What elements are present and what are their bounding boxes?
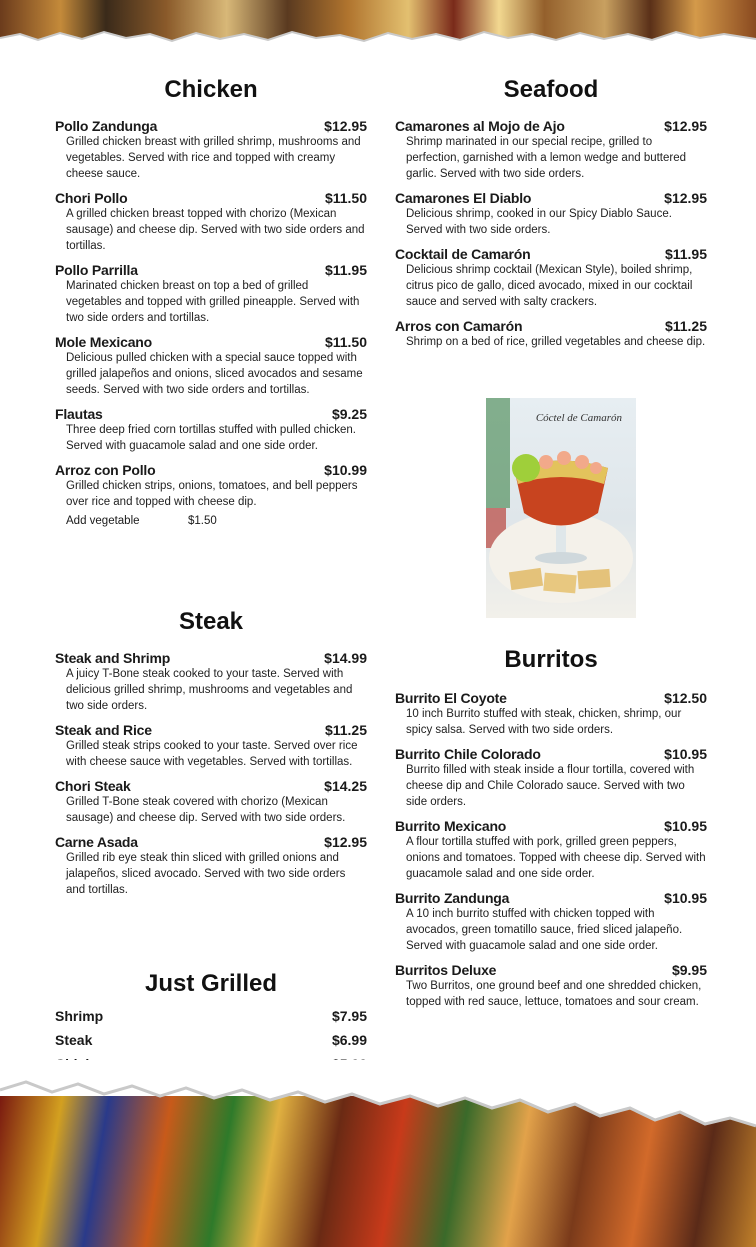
item-description: A grilled chicken breast topped with chorizo (Mexican sausage) and cheese dip. Served with two side orders and tortillas.	[66, 208, 365, 252]
item-description: Marinated chicken breast on top a bed of grilled vegetables and topped with grilled pineapple. Served with two side orders and tortillas.	[66, 280, 360, 324]
item-description: Burrito filled with steak inside a flour tortilla, covered with cheese dip and Chile Colorado sauce. Served with two side orders.	[406, 764, 695, 808]
bottom-torn-paper-edge	[0, 1060, 756, 1130]
item-name: Chori Steak	[55, 778, 131, 794]
item-price: $9.95	[671, 962, 707, 978]
menu-item	[55, 190, 367, 254]
item-description: Shrimp on a bed of rice, grilled vegetables and cheese dip.	[406, 336, 706, 348]
menu-item	[395, 690, 707, 738]
item-name: Burrito Mexicano	[395, 818, 507, 834]
menu-item	[55, 118, 367, 182]
item-name: Chori Pollo	[55, 190, 128, 206]
just-grilled-title: Just Grilled	[144, 970, 278, 997]
cocktail-illustration	[486, 398, 636, 618]
menu-item	[55, 650, 367, 714]
item-name: Flautas	[55, 406, 103, 422]
item-name: Burrito Chile Colorado	[395, 746, 541, 762]
item-description: Grilled rib eye steak thin sliced with grilled onions and jalapeños, sliced avocado. Served with two side orders and tortillas.	[66, 852, 346, 896]
item-name: Carne Asada	[55, 834, 138, 850]
menu-item	[395, 190, 707, 238]
burritos-title: Burritos	[504, 646, 598, 673]
item-price: $10.99	[324, 462, 367, 478]
item-price: $11.95	[324, 262, 367, 278]
item-name: Pollo Zandunga	[55, 118, 158, 134]
item-price: $11.25	[324, 722, 367, 738]
bottom-food-banner	[0, 1060, 756, 1247]
item-price: $12.50	[664, 690, 707, 706]
item-description: Grilled T-Bone steak covered with chorizo (Mexican sausage) and cheese dip. Served with two side orders.	[66, 796, 346, 824]
addon-row	[55, 515, 367, 527]
menu-item	[55, 334, 367, 398]
item-name: Cocktail de Camarón	[395, 246, 531, 262]
menu-item	[55, 722, 367, 770]
grilled-item	[55, 1032, 367, 1048]
item-price: $11.95	[664, 246, 707, 262]
item-price: $10.95	[664, 890, 707, 906]
item-description: Grilled chicken breast with grilled shrimp, mushrooms and vegetables. Served with rice and topped with creamy cheese sauce.	[66, 136, 361, 180]
item-name: Burrito Zandunga	[395, 890, 510, 906]
item-name: Burrito El Coyote	[395, 690, 507, 706]
menu-item	[395, 118, 707, 182]
item-price: $12.95	[324, 834, 367, 850]
grilled-item	[55, 1008, 367, 1024]
menu-item	[395, 246, 707, 310]
item-description: Delicious shrimp, cooked in our Spicy Diablo Sauce. Served with two side orders.	[406, 208, 672, 236]
item-price: $11.50	[324, 334, 367, 350]
item-description: 10 inch Burrito stuffed with steak, chicken, shrimp, our spicy salsa. Served with two side orders.	[406, 708, 682, 736]
menu-item	[395, 962, 707, 1010]
item-name: Camarones El Diablo	[395, 190, 532, 206]
item-price: $9.25	[331, 406, 367, 422]
item-price: $12.95	[664, 118, 707, 134]
addon-label: Add vegetable	[66, 515, 140, 527]
item-description: Shrimp marinated in our special recipe, grilled to perfection, garnished with a lemon wedge and buttered garlic. Served with two side orders.	[406, 136, 687, 180]
addon-price: $1.50	[188, 515, 217, 527]
item-name: Shrimp	[55, 1008, 104, 1024]
menu-item	[395, 890, 707, 954]
burritos-section	[395, 646, 707, 1018]
menu-item	[55, 834, 367, 898]
item-name: Arros con Camarón	[395, 318, 523, 334]
item-name: Steak and Rice	[55, 722, 152, 738]
chicken-section	[55, 76, 367, 535]
item-price: $14.99	[324, 650, 367, 666]
item-description: A flour tortilla stuffed with pork, grilled green peppers, onions and tomatoes. Topped with cheese dip. Served with guacamole salad and one side order.	[406, 836, 706, 880]
chicken-title: Chicken	[164, 76, 258, 103]
item-name: Steak	[55, 1032, 93, 1048]
steak-title: Steak	[178, 608, 244, 635]
steak-section	[55, 608, 367, 906]
menu-item	[395, 818, 707, 882]
item-name: Burritos Deluxe	[395, 962, 497, 978]
photo-caption: Cóctel de Camarón	[535, 412, 622, 424]
item-price: $10.95	[664, 746, 707, 762]
item-name: Pollo Parrilla	[55, 262, 138, 278]
top-food-banner	[0, 0, 756, 48]
seafood-title: Seafood	[503, 76, 599, 103]
item-description: Grilled steak strips cooked to your taste. Served over rice with cheese sauce with vegetables. Served with tortillas.	[66, 740, 358, 768]
item-price: $7.95	[331, 1008, 367, 1024]
item-description: A juicy T-Bone steak cooked to your taste. Served with delicious grilled shrimp, mushrooms and vegetables and two side orders.	[66, 668, 353, 712]
item-description: Delicious pulled chicken with a special sauce topped with grilled jalapeños and onions, sliced avocados and sesame seeds. Served with two side orders and tortillas.	[66, 352, 363, 396]
item-name: Camarones al Mojo de Ajo	[395, 118, 565, 134]
item-description: Two Burritos, one ground beef and one shredded chicken, topped with red sauce, lettuce, tomatoes and sour cream.	[406, 980, 702, 1008]
item-name: Mole Mexicano	[55, 334, 152, 350]
item-price: $14.25	[324, 778, 367, 794]
item-name: Arroz con Pollo	[55, 462, 156, 478]
menu-item	[395, 746, 707, 810]
item-price: $6.99	[331, 1032, 367, 1048]
item-name: Steak and Shrimp	[55, 650, 171, 666]
item-price: $10.95	[664, 818, 707, 834]
item-price: $11.50	[324, 190, 367, 206]
shrimp-cocktail-photo	[486, 398, 636, 618]
menu-item	[55, 462, 367, 527]
item-price: $12.95	[324, 118, 367, 134]
item-description: Grilled chicken strips, onions, tomatoes, and bell peppers over rice and topped with cheese dip.	[66, 480, 358, 508]
item-description: Delicious shrimp cocktail (Mexican Style), boiled shrimp, citrus pico de gallo, diced avocado, mixed in our cocktail sauce and served with salty crackers.	[406, 264, 693, 308]
menu-item	[55, 406, 367, 454]
item-price: $11.25	[664, 318, 707, 334]
seafood-section	[395, 76, 707, 358]
menu-item	[55, 778, 367, 826]
item-price: $12.95	[664, 190, 707, 206]
item-description: Three deep fried corn tortillas stuffed with pulled chicken. Served with guacamole salad and one side order.	[66, 424, 356, 452]
top-torn-paper-edge	[0, 28, 756, 48]
menu-item	[55, 262, 367, 326]
item-description: A 10 inch burrito stuffed with chicken topped with avocados, green tomatillo sauce, fried sliced jalapeño. Served with guacamole salad and one side order.	[406, 908, 683, 952]
menu-item	[395, 318, 707, 350]
